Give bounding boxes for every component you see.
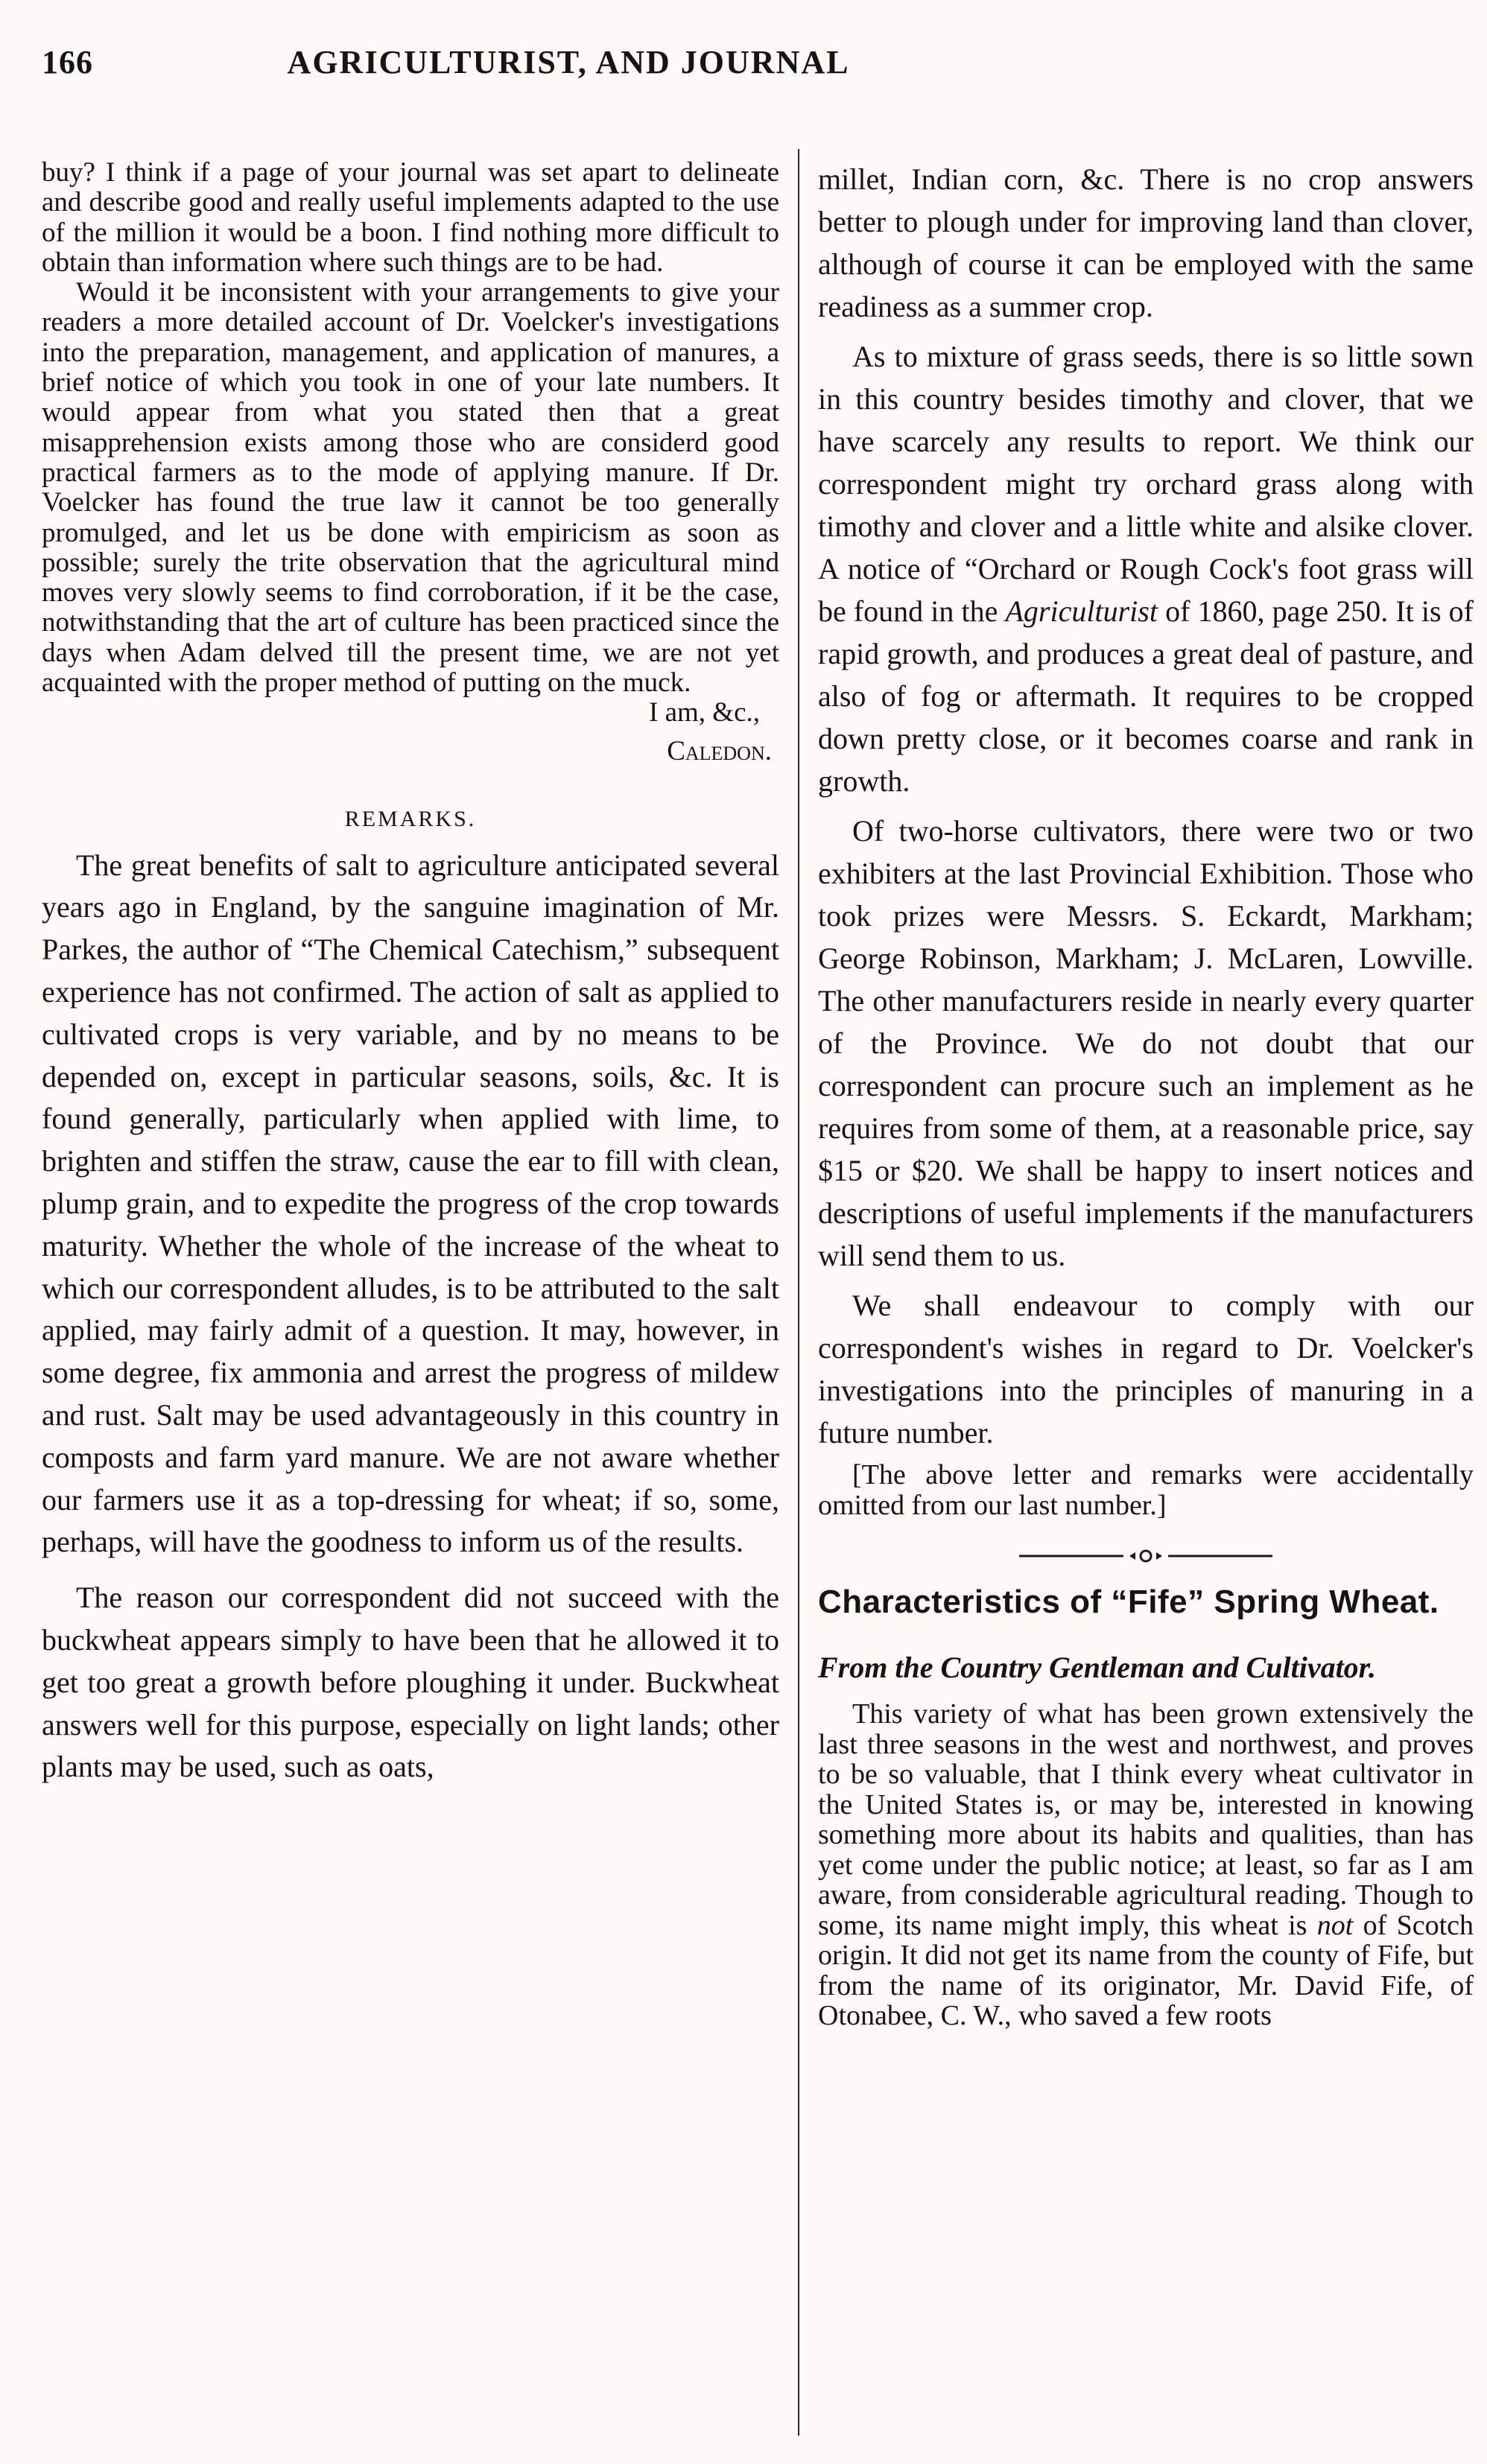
section-divider-ornament (1019, 1547, 1272, 1565)
remarks-paragraph: We shall endeavour to comply with our correspondent's wishes in regard to Dr. Voelcker's investigations into the principles of manuring in a future number. (818, 1289, 1474, 1449)
letter-signature: Caledon. (667, 735, 772, 766)
letter-paragraph: Would it be inconsistent with your arrangements to give your readers a more detailed account of Dr. Voelcker's investigations into the preparation, management, and application of manures, a brief notice of which you took in one of your late numbers. It would appear from what you stated then that a great misapprehension exists among those who are considerd good practical farmers as to the mode of applying manure. If Dr. Voelcker has found the true law it cannot be too generally promulged, and let us be done with empiricism as soon as possible; surely the trite observation that the agricultural mind moves very slowly seems to find corroboration, if it be the case, notwithstanding that the art of culture has been practiced since the days when Adam delved till the present time, we are not yet acquainted with the proper method of putting on the muck. (42, 277, 779, 699)
page-number: 166 (42, 44, 93, 80)
remarks-paragraph: As to mixture of grass seeds, there is so little sown in this country besides timothy and clover, that we have scarcely any results to report. We think our correspondent might try orchard grass along with timothy and clover and a little white and alsike clover. A notice of “Orchard or Rough Cock's foot grass will be found in the Agriculturist of 1860, page 250. It is of rapid growth, and produces a great deal of pasture, and also of fog or aftermath. It requires to be cropped down pretty close, or it becomes coarse and rank in growth. (818, 340, 1474, 798)
remarks-paragraph: millet, Indian corn, &c. There is no crop answers better to plough under for improving land than clover, although of course it can be employed with the same readiness as a summer crop. (818, 162, 1474, 323)
page-header (42, 43, 1095, 88)
editorial-note: [The above letter and remarks were accidentally omitted from our last number.] (818, 1459, 1474, 1521)
letter-closing: I am, &c., (649, 697, 760, 728)
remarks-paragraph: The reason our correspondent did not succeed with the buckwheat appears simply to have been that he allowed it to get too great a growth before ploughing it under. Buckwheat answers well for this purpose, especially on light lands; other plants may be used, such as oats, (42, 1581, 779, 1784)
left-column (42, 158, 779, 2437)
emphasis-text: not (1316, 1909, 1354, 1941)
remarks-paragraph: The great benefits of salt to agriculture anticipated several years ago in England, by the sanguine imagination of Mr. Parkes, the author of “The Chemical Catechism,” subsequent experience has not confirmed. The action of salt as applied to cultivated crops is very variable, and by no means to be depended on, except in particular seasons, soils, &c. It is found generally, particularly when applied with lime, to brighten and stiffen the straw, cause the ear to fill with clean, plump grain, and to expedite the progress of the crop towards maturity. Whether the whole of the increase of the wheat to which our correspondent alludes, is to be attributed to the salt applied, may fairly admit of a question. It may, however, in some degree, fix ammonia and arrest the progress of mildew and rust. Salt may be used advantageously in this country in composts and farm yard manure. We are not aware whether our farmers use it as a top-dressing for wheat; if so, some, perhaps, will have the goodness to inform us of the results. (42, 848, 779, 1559)
remarks-paragraph: Of two-horse cultivators, there were two or two exhibiters at the last Provincial Exhibition. Those who took prizes were Messrs. S. Eckardt, Markham; George Robinson, Markham; J. McLaren, Lowville. The other manufacturers reside in nearly every quarter of the Province. We do not doubt that our correspondent can procure such an implement as he requires from some of them, at a reasonable price, say $15 or $20. We shall be happy to insert notices and descriptions of useful implements if the manufacturers will send them to us. (818, 814, 1474, 1272)
publication-title: Agriculturist (1005, 594, 1158, 628)
right-column (818, 158, 1474, 2437)
letter-closing-line (42, 698, 779, 728)
divider-ornament-icon (1019, 1547, 1272, 1565)
running-head: AGRICULTURIST, AND JOURNAL (287, 44, 850, 80)
article-source: From the Country Gentleman and Cultivator. (818, 1651, 1377, 1684)
letter-paragraph: buy? I think if a page of your journal was set apart to delineate and describe good and really useful implements adapted to the use of the million it would be a boon. I find nothing more difficult to obtain than information where such things are to be had. (42, 158, 779, 278)
article-title: Characteristics of “Fife” Spring Wheat. (818, 1584, 1439, 1620)
remarks-heading: REMARKS. (344, 806, 477, 831)
article-paragraph: This variety of what has been grown extensively the last three seasons in the west and northwest, and proves to be so valuable, that I think every wheat cultivator in the United States is, or may be, interested in knowing something more about its habits and qualities, than has yet come under the public notice; at least, so far as I am aware, from considerable agricultural reading. Though to some, its name might imply, this wheat is not of Scotch origin. It did not get its name from the county of Fife, but from the name of its originator, Mr. David Fife, of Otonabee, C. W., who saved a few roots (818, 1698, 1474, 2031)
column-divider (798, 149, 799, 2436)
